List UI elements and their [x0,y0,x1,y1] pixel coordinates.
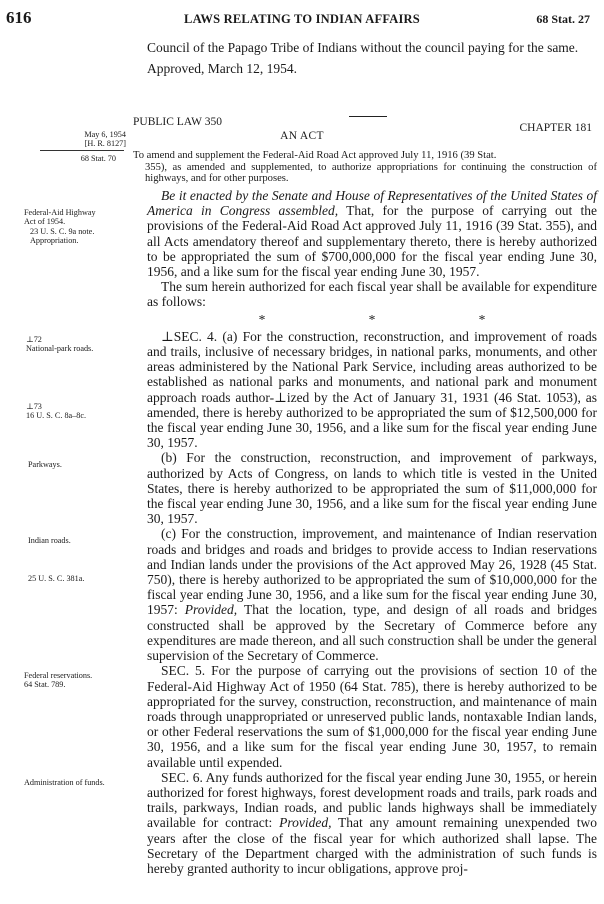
enacting-clause [147,188,597,279]
omission-star: * [478,311,486,327]
section-6-proviso: That any amount remaining unexpended two years after the close of the fiscal year for which authorized shall lapse. The Secretary of the Department charged with the administration of such funds is hereby granted authority to incur obligations, approve proj- [147,815,597,876]
enacting-formula: Be it enacted by the Senate and House of Representatives of the United States of America in Congress assembled, [147,188,597,219]
section-6-text: SEC. 6. Any funds authorized for the fiscal year ending June 30, 1955, or herein authorized for forest highways, forest development roads and trails, park roads and trails, parkways, Indian roads, and public lands highways shall be immediately available for contract: [147,769,597,831]
margin-note-line: Act of 1954. [24,217,66,227]
date-divider [40,150,124,151]
section-5: SEC. 5. For the purpose of carrying out the provisions of section 10 of the Federal-Aid Highway Act of 1950 (64 Stat. 785), there is hereby authorized to be appropriated for the survey, construction, reconstruction, and maintenance of main roads through unappropriated or unreserved public lands, nontaxable Indian lands, or other Federal reservations the sum of $1,000,000 for the fiscal year ending June 30, 1956, and a like sum for the fiscal year ending June 30, 1957, to remain available until expended. [147,663,597,770]
margin-note-line: ⊥72 [26,335,42,344]
act-body [147,188,597,876]
page-number: 616 [6,8,32,27]
previous-law-tail [147,40,597,76]
chapter-number: CHAPTER 181 [519,122,592,134]
margin-note-usc-25: 25 U. S. C. 381a. [28,574,85,583]
stat-citation: 68 Stat. 70 [80,154,116,163]
margin-note-line: 64 Stat. 789. [24,680,66,690]
margin-note-line: Federal reservations. [24,671,93,680]
enacting-text: That, for the purpose of carrying out the provisions of the Federal-Aid Road Act approved July 11, 1916 (39 Stat. 355), and all Acts amendatory thereof and supplementary thereto, there is hereby authorized to be appropriated the sum of $700,000,000 for the fiscal year ending June 30, 1956, and a like sum for the fiscal year ending June 30, 1957. [147,203,598,280]
omission-stars [147,312,597,327]
purpose-first-line: To amend and supplement the Federal-Aid Road Act approved July 11, 1916 (39 Stat. [133,150,497,161]
enactment-date: May 6, 1954 [84,130,126,139]
margin-note-parkways: Parkways. [28,460,62,469]
sum-paragraph: The sum herein authorized for each fiscal year shall be available for expenditure as follows: [147,279,597,310]
omission-star: * [368,311,376,327]
approved-line: Approved, March 12, 1954. [147,61,297,77]
section-6 [147,770,597,876]
public-law-number: PUBLIC LAW 350 [133,116,222,128]
margin-note-federal-aid [24,208,128,246]
purpose-continuation: 355), as amended and supplemented, to authorize appropriations for continuing the construction of highways, and for other purposes. [145,161,597,185]
bill-number: [H. R. 8127] [84,139,126,149]
act-purpose [133,150,597,185]
margin-note-administration: Administration of funds. [24,778,105,787]
provided-word: Provided, [184,602,238,618]
provided-word: Provided, [279,815,332,831]
margin-note-national-park [26,335,144,354]
section-4c [147,526,597,663]
section-4a: ⊥SEC. 4. (a) For the construction, reconstruction, and improvement of roads and trails, inclusive of necessary bridges, in national parks, monuments, and other areas administered by the National Park Service, including areas authorized to be established as national parks and monuments, and national park and monument approach roads author-⊥ized by the Act of January 31, 1931 (46 Stat. 1053), as amended, there is hereby authorized to be appropriated the sum of $12,500,000 for the fiscal year ending June 30, 1956, and a like sum for the fiscal year ending June 30, 1957. [147,328,597,451]
act-title: AN ACT [280,130,324,142]
enactment-date-box [8,130,126,149]
margin-note-line: National-park roads. [26,344,94,354]
margin-note-usc-16 [26,402,144,421]
margin-note-line: 16 U. S. C. 8a–8c. [26,411,87,421]
section-4c-text: (c) For the construction, improvement, and maintenance of Indian reservation roads and bridges and roads and bridges to provide access to Indian reservations and Indian lands under the provisions of the Act approved May 26, 1928 (45 Stat. 750), there is hereby authorized to be appropriated the sum of $10,000,000 for the fiscal year ending June 30, 1956, and a like sum for the fiscal year ending June 30, 1957: [147,526,597,618]
act-divider [349,116,387,117]
margin-note-line: Appropriation. [30,236,79,246]
section-4c-proviso: That the location, type, and design of all roads and bridges constructed shall be approved by the Secretary of Commerce before any expenditures are made thereon, and all such construction shall be under the general supervision of the Secretary of Commerce. [147,602,597,664]
margin-note-line: ⊥73 [26,402,42,411]
margin-note-federal-reservations [24,671,142,690]
stat-reference: 68 Stat. 27 [536,12,590,26]
previous-law-text: Council of the Papago Tribe of Indians without the council paying for the same. [147,40,579,55]
margin-note-indian-roads: Indian roads. [28,536,71,545]
running-head: LAWS RELATING TO INDIAN AFFAIRS [184,12,420,26]
omission-star: * [258,311,266,327]
margin-note-line: Federal-Aid Highway [24,208,96,217]
margin-note-line: 23 U. S. C. 9a note. [30,226,95,236]
section-4b: (b) For the construction, reconstruction, and improvement of parkways, authorized by Acts of Congress, on lands to which title is vested in the United States, there is hereby authorized to be appropriated the sum of $11,000,000 for the fiscal year ending June 30, 1956, and a like sum for the fiscal year ending June 30, 1957. [147,450,597,527]
